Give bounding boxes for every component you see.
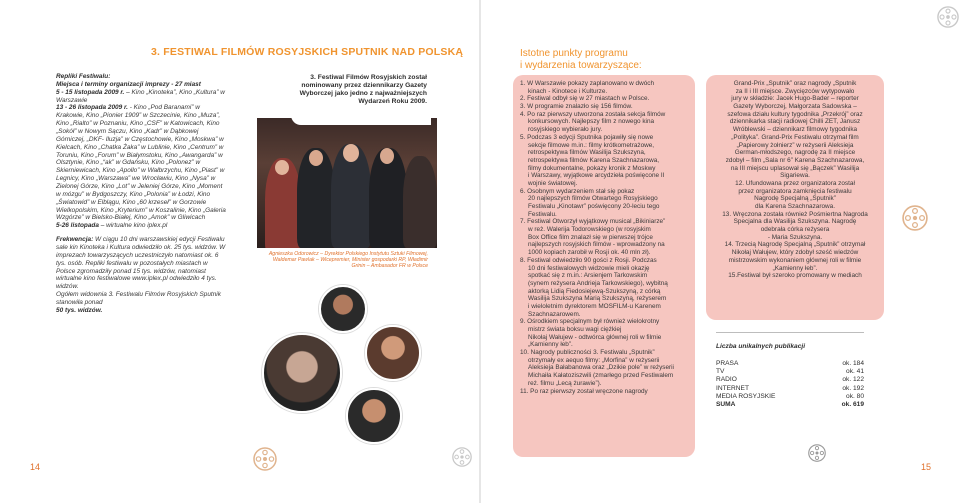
awards-line: - Maria Szukszyna. <box>767 233 823 241</box>
program-line: reż. filmu „Lecą żurawie”). <box>528 379 602 387</box>
attendance-total: 50 tys. widzów. <box>56 306 103 314</box>
venue-online: – wirtualne kino iplex.pl <box>98 222 168 230</box>
row-label: PRASA <box>716 360 739 367</box>
page-number-right: 15 <box>921 462 932 472</box>
person-figure <box>403 156 437 248</box>
program-line: Box Office film znalazł się w pierwszej trójce <box>528 233 653 241</box>
attendance-paragraph <box>56 236 226 315</box>
awards-line: 12. Ufundowana przez organizatora został <box>735 179 855 187</box>
face <box>309 150 323 166</box>
table-divider <box>716 332 864 333</box>
program-line: Wasilija Szukszyna Marią Szukszyną, reżyserem <box>528 295 667 303</box>
program-heading-line2: i wydarzenia towarzyszące: <box>520 59 642 71</box>
program-line: Festiwalu „Kinotawr” poświęcony 20-leciu tego <box>528 203 660 210</box>
program-line: 1000 kopiach zarobił w Rosji ok. 40 mln zł). <box>528 249 651 257</box>
program-line: 8. Festiwal odwiedziło 90 gości z Rosji. Podczas <box>520 256 657 264</box>
program-line: Festiwalu. <box>528 210 557 218</box>
row-label: RADIO <box>716 376 737 384</box>
program-line: mistrz świata boksu wagi ciężkiej <box>528 326 622 333</box>
awards-line: dziennikarka stacji radiowej Chilli ZET, Janusz <box>729 118 861 126</box>
awards-line: za II i III miejsce. Zwycięzców wytypowało <box>735 87 855 95</box>
row-label: MEDIA ROSYJSKIE <box>716 392 776 400</box>
program-line: spotkać się z m.in.: Arsienjem Tarkowskim <box>528 272 648 280</box>
program-line: 1. W Warszawie pokazy zaplanowano w dwóch <box>520 80 655 87</box>
awards-line: „Polityka”. Grand-Prix Festiwalu otrzymał film <box>731 133 859 141</box>
table-row <box>716 376 864 384</box>
awards-line: Wróblewski – dziennikarz filmowy tygodnika <box>732 126 858 134</box>
awards-line: mistrzowskim wykonaniem głównej roli w filmie <box>728 256 862 264</box>
portrait-photo <box>319 285 367 333</box>
program-line: retrospektywa filmów Wasilija Szukszyna, <box>528 149 646 157</box>
table-row <box>716 385 864 393</box>
program-line: 7. Festiwal Otworzył wyjątkowy musical „Bikiniarze” <box>520 218 666 226</box>
program-line: Aleksieja Bałabanowa oraz „Dzikie pole” w reżyserii <box>528 364 674 372</box>
program-line: kinach - Kinotece i Kulturze. <box>528 87 608 95</box>
awards-line: 15.Festiwal był szeroko promowany w mediach <box>728 272 862 280</box>
program-line: 20 najlepszych filmów Otwartego Rosyjskiego <box>528 195 658 203</box>
program-line: 9. Ośrodkiem specjalnym był również wielokrotny <box>520 318 660 326</box>
venues-cities: - Kino „Pod Baranami” w Krakowie, Kino „Pionier 1909” w Szczecinie, Kino „Muza”, Kino „Rialto” w Poznaniu, Kino „CSF” w Katowicach, Kino „Sokół” w Nowym Sączu, Kino „Kadr” w Dąbkowej Górniczej, „DKF- Iluzja” w Częstochowie, Kino „Moskwa” w Kielcach, Kino „Chatka Żaka” w Lublinie, Kino „Centrum” w Toruniu, Kino „Forum” w Białymstoku, Kino „Awangarda” w Olsztynie, Kino „“ak” w Gdańsku, Kino „Polonez” w Skierniewicach, Kino „Apollo” w Wałbrzychu, Kino „Piast” w Legnicy, Kino „Warszawa” we Wrocławiu, Kino „Nysa” w Zielonej Górze, Kino „Lot” w Jeleniej Górze, Kino „Moment w mózgu” w Bydgoszczy, Kino „Polonia” w Łodzi, Kino „Światowid” w Elblągu, Kino „60 krzeseł” w Gorzowie Wielkopolskim, Kino „Kryterium” w Koszalinie, Kino „Galeria Wzgórze” w Bielsko-Białej, Kino „Amok” w Gliwicach <box>56 104 226 222</box>
program-line: 4. Po raz pierwszy utworzona została sekcja filmów <box>520 110 666 118</box>
awards-line: jury w składzie: Jacek Hugo-Bader – reporter <box>731 95 859 103</box>
program-line: 5. Podczas 3 edycji Sputnika pojawiły się nowe <box>520 133 654 141</box>
awards-list <box>706 75 884 320</box>
portrait-photo <box>365 325 421 381</box>
total-value: ok. 619 <box>841 401 864 409</box>
left-column <box>56 73 226 321</box>
row-value: ok. 192 <box>842 384 864 392</box>
film-reel-icon <box>452 447 472 467</box>
awards-line: szefowa działu kultury tygodnika „Przekrój” oraz <box>727 110 863 118</box>
row-label: INTERNET <box>716 384 749 392</box>
program-line: najlepszych rosyjskich filmów - wprowadzony na <box>528 241 665 249</box>
page-number-left: 14 <box>30 462 41 472</box>
film-reel-icon <box>902 205 928 231</box>
program-line: Nikołaj Wałujew - odtwórca głównej roli w filmie <box>528 333 662 341</box>
face <box>275 160 289 175</box>
awards-line: Sigariewa. <box>780 172 810 180</box>
program-line: rosyjskiego wybierało jury. <box>528 126 603 134</box>
program-line: 3. W programie znalazło się 156 filmów. <box>520 103 633 111</box>
program-line: Michaiła Kałatoziszwili (zmarłego przed Festiwalem <box>528 372 674 380</box>
total-label: SUMA <box>716 401 736 409</box>
awards-line: German-młodszego, nagrodę za II miejsce <box>734 149 856 157</box>
awards-line: zdobył – film „Sala nr 6” Karena Szachnazarowa, <box>725 156 865 164</box>
table-row <box>716 393 864 401</box>
program-list <box>513 75 695 457</box>
event-photo <box>257 118 437 248</box>
awards-line: Nikołaj Wałujew, który zdobył sześć wiedzów <box>731 249 859 257</box>
awards-line: Nagrodę Specjalną „Sputnik” <box>754 195 836 203</box>
awards-line: Specjalna dla Wasilija Szukszyna. Nagrodę <box>733 218 857 226</box>
face <box>343 144 359 162</box>
program-line: i Warszawy, wyjątkowe arcydzieła poświęcone II <box>528 172 665 180</box>
program-line: w reż. Walerija Todorowskiego (w rosyjskim <box>528 226 651 234</box>
table-row <box>716 368 864 376</box>
program-line: 6. Osobnym wydarzeniem stał się pokaz <box>520 187 635 195</box>
photo-caption: Agnieszka Odorowicz – Dyrektor Polskiego Instytutu Sztuki Filmowej, Waldemar Pawlak – Wicepremier, Minister gospodarki RP, Władimir Grinin – Ambasador FR w Polsce <box>268 251 428 270</box>
publications-table <box>716 332 864 409</box>
program-line: 10. Nagrody publiczności 3. Festiwalu „Sputnik” <box>520 349 655 357</box>
film-reel-icon <box>808 444 826 462</box>
dates-online: 5-26 listopada <box>56 222 99 230</box>
row-value: ok. 184 <box>842 360 864 367</box>
awards-line: Gazety Wyborczej, Małgorzata Sadowska – <box>733 103 857 111</box>
table-row-total <box>716 401 864 409</box>
program-line: konkursowych. Najlepszy film z nowego kina <box>528 118 655 126</box>
dates-warsaw: 5 - 15 listopada 2009 r. <box>56 88 125 96</box>
program-line: sekcje filmowe m.in.: filmy krótkometrażowe, <box>528 141 655 149</box>
awards-line: przez organizatora zamknięcia festiwalu <box>738 187 852 195</box>
program-line: 2. Festiwal odbył się w 27 miastach w Polsce. <box>520 95 650 103</box>
page-fold <box>479 0 481 503</box>
publications-title: Liczba unikalnych publikacji <box>716 343 806 350</box>
program-line: „Kamienny łeb”. <box>528 341 573 349</box>
row-label: TV <box>716 368 725 376</box>
replicas-title: Repliki Festiwalu: <box>56 73 111 80</box>
table-row <box>716 360 864 368</box>
attendance-text: W ciągu 10 dni warszawskiej edycji Festiwalu sale kin Kinoteka i Kultura odwiedziło ok. 25 tys. widzów. W imprezach towarzyszących uczestniczyło natomiast ok. 6 tys. osób. Repliki festiwalu w pozostałych miastach w Polsce zgromadziły ponad 15 tys. widzów, natomiast wirtualne kino festiwalowe www.iplex.pl odwiedziło 4 tys. widzów. <box>56 236 226 291</box>
awards-line: odebrała córka reżysera <box>760 226 830 234</box>
awards-line: Grand-Prix „Sputnik” oraz nagrody „Sputnik <box>733 80 857 87</box>
program-line: i wieloletnim dyrektorem MOSFILM-u Karenem <box>528 302 661 310</box>
program-line: 11. Po raz pierwszy został wręczone nagrody <box>520 387 648 395</box>
program-heading-line1: Istotne punkty programu <box>520 48 628 59</box>
dates-cities: 13 - 26 listopada 2009 r. <box>56 104 128 112</box>
row-value: ok. 80 <box>846 392 864 400</box>
awards-line: na III miejscu uplasował się „Bączek” Wasilija <box>730 164 860 172</box>
awards-line: „Kamienny łeb”. <box>772 264 818 272</box>
awards-line: 13. Wręczona została również Pośmiertna Nagroda <box>722 210 868 218</box>
nomination-note: 3. Festiwal Filmów Rosyjskich został nominowany przez dziennikarzy Gazety Wyborczej jako jedno z najważniejszych Wydarzeń Roku 2009. <box>291 70 431 125</box>
program-line: Szachnazarowem. <box>528 310 581 318</box>
row-value: ok. 41 <box>846 368 864 376</box>
attendance-total-text: Ogółem widownia 3. Festiwalu Filmów Rosyjskich Sputnik stanowiła ponad <box>56 291 221 307</box>
program-line: retrospektywa filmów Karena Szachnazarowa, <box>528 156 660 164</box>
face <box>380 148 394 164</box>
venues-warsaw: – Kino „Kinoteka”, Kino „Kultura” w Warszawie <box>56 88 225 104</box>
replicas-subtitle: Miejsca i terminy organizacji imprezy - 27 miast <box>56 80 201 88</box>
program-line: 10 dni festiwalowych widzowie mieli okazję <box>528 264 650 272</box>
program-line: aktorką Lidią Fiedosiejewą-Szukszyną, z córką <box>528 287 661 295</box>
awards-line: 14. Trzecią Nagrodę Specjalną „Sputnik” otrzymał <box>724 241 866 249</box>
page-title: 3. FESTIWAL FILMÓW ROSYJSKICH SPUTNIK NAD POLSKĄ <box>151 46 464 58</box>
portrait-photo <box>346 388 402 444</box>
program-line: filmy dokumentalne, pokazy kronik z Moskwy <box>528 164 656 172</box>
portrait-photo <box>262 333 342 413</box>
program-line: (synem reżysera Andrieja Tarkowskiego), wybitną <box>528 279 668 287</box>
film-reel-icon <box>937 6 959 28</box>
attendance-title: Frekwencja: <box>56 236 94 244</box>
replicas-paragraph <box>56 73 226 230</box>
awards-line: „Papierowy żołnierz” w reżyserii Aleksieja <box>736 141 854 149</box>
program-line: wojnie światowej. <box>528 179 578 187</box>
program-line: otrzymały ex aequo filmy: „Morfina” w reżyserii <box>528 356 660 364</box>
film-reel-icon <box>253 447 277 471</box>
awards-line: dla Karena Szachnazarowa. <box>755 203 835 210</box>
program-heading <box>520 48 642 71</box>
row-value: ok. 122 <box>842 376 864 384</box>
